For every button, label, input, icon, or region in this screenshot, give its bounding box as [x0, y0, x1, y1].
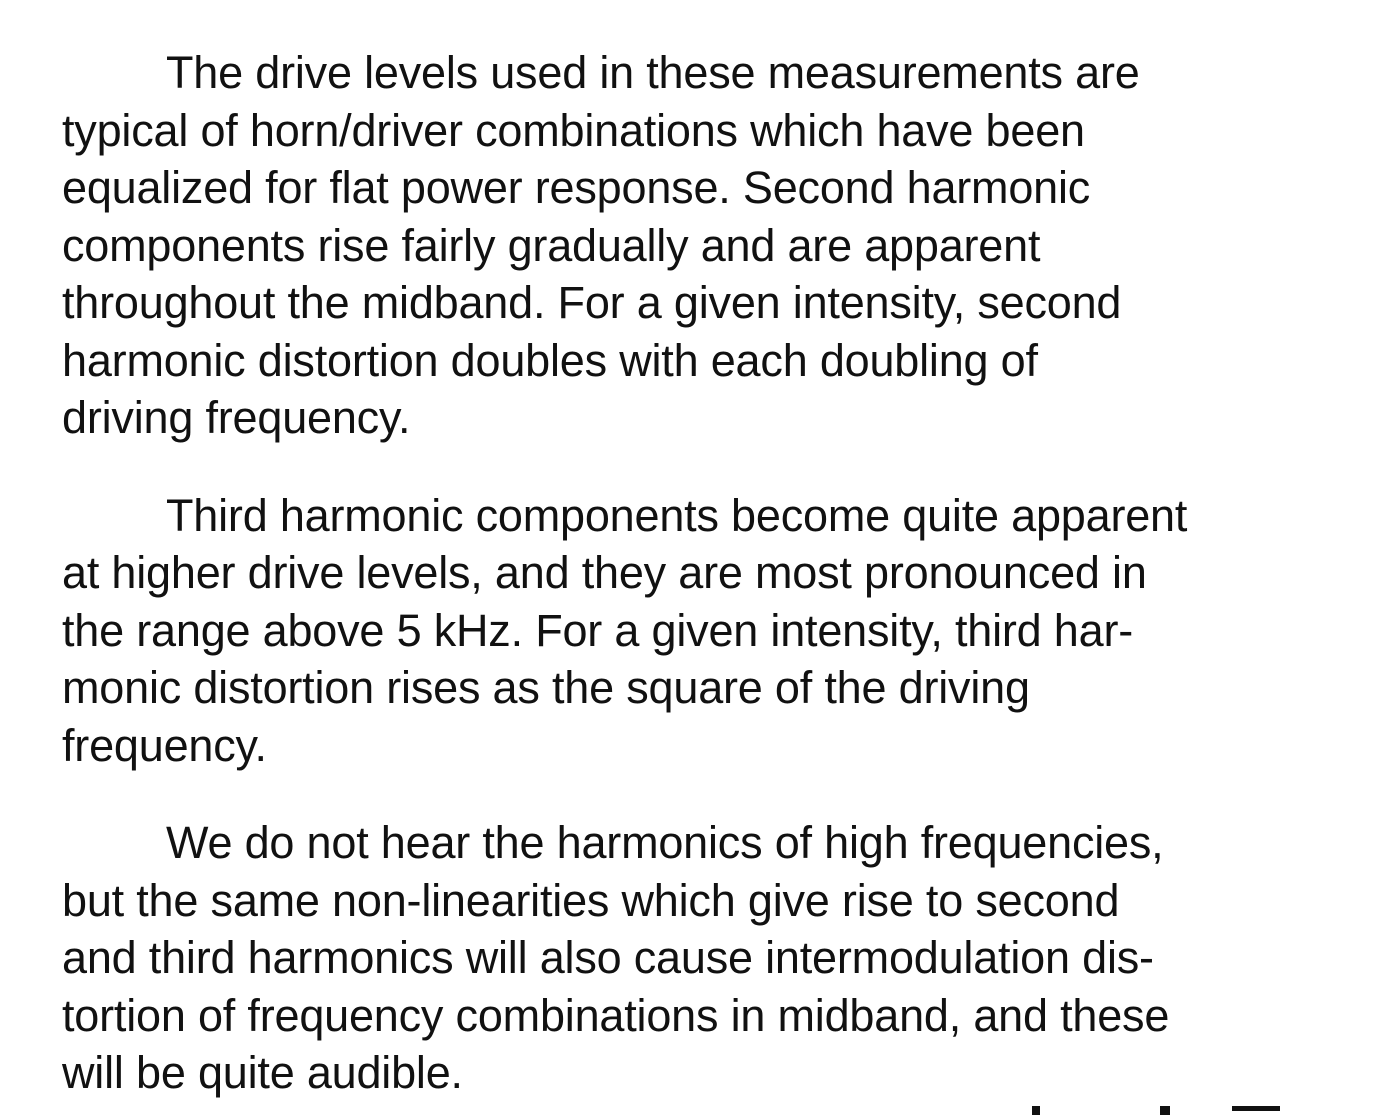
text-line: tortion of frequency combinations in midband, and these	[62, 989, 1170, 1041]
document-body	[62, 44, 1362, 1102]
text-line: the range above 5 kHz. For a given intensity, third har-	[62, 604, 1134, 656]
paragraph-spacing	[62, 774, 1362, 814]
text-line: equalized for flat power response. Second harmonic	[62, 162, 1091, 213]
text-line: will be quite audible.	[62, 1047, 463, 1098]
text-line: We do not hear the harmonics of high frequencies,	[166, 817, 1164, 868]
text-line: harmonic distortion doubles with each doubling of	[62, 334, 1038, 386]
paragraph-2	[62, 487, 1362, 775]
cropped-next-line	[0, 1098, 1394, 1115]
text-line: frequency.	[62, 719, 267, 771]
text-line: The drive levels used in these measurements are	[166, 47, 1140, 98]
text-line: monic distortion rises as the square of the driving	[62, 662, 1030, 713]
text-line: Third harmonic components become quite apparent	[166, 489, 1188, 541]
text-line: at higher drive levels, and they are most pronounced in	[62, 547, 1147, 598]
text-line: throughout the midband. For a given intensity, second	[62, 277, 1122, 328]
text-line: typical of horn/driver combinations which have been	[62, 104, 1085, 156]
cropped-glyph-fragment	[1232, 1106, 1280, 1111]
cropped-glyph-fragment	[1160, 1106, 1170, 1115]
text-line: components rise fairly gradually and are apparent	[62, 219, 1041, 271]
cropped-glyph-fragment	[1032, 1106, 1040, 1115]
text-line: driving frequency.	[62, 392, 411, 443]
paragraph-1	[62, 44, 1362, 447]
paragraph-3	[62, 814, 1362, 1102]
text-line: and third harmonics will also cause intermodulation dis-	[62, 932, 1154, 983]
paragraph-spacing	[62, 447, 1362, 487]
text-line: but the same non-linearities which give rise to second	[62, 874, 1120, 926]
